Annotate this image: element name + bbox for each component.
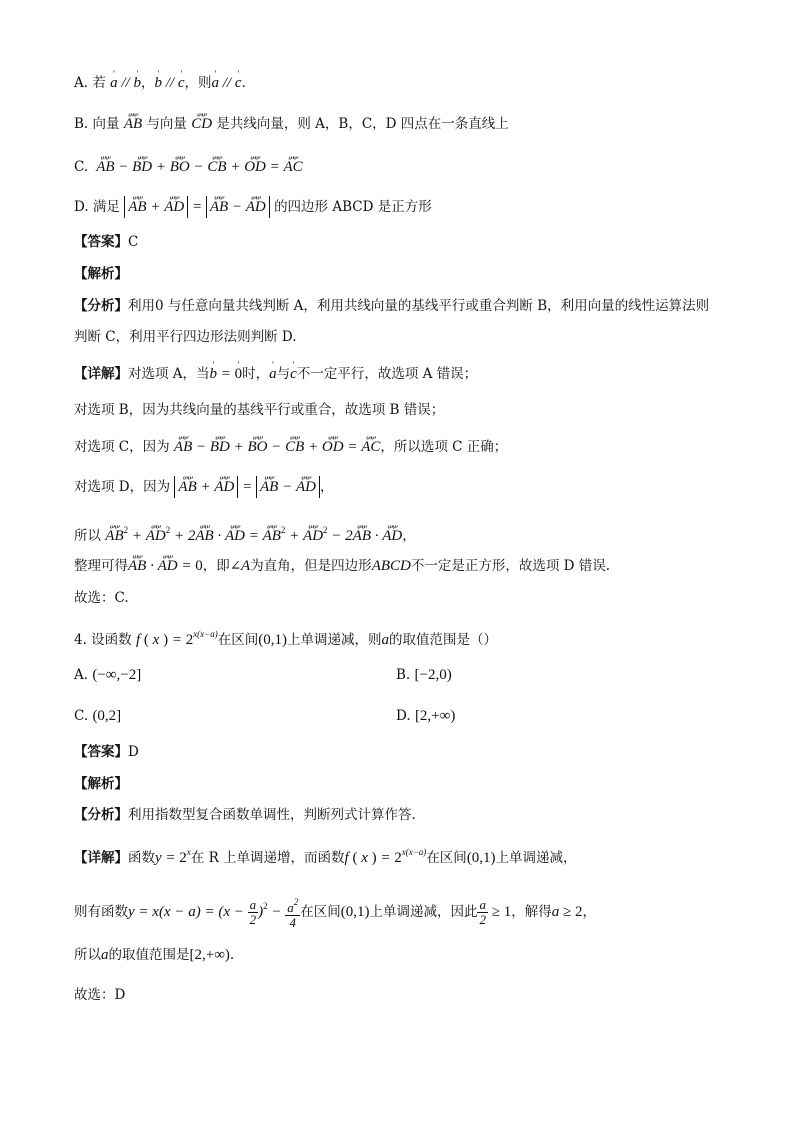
q4-text-2: 在区间: [217, 632, 259, 648]
answer-label: 【答案】: [74, 234, 128, 250]
q4-choice-b-label: B.: [396, 667, 411, 683]
q4-choice-a-value: (−∞,−2]: [92, 667, 142, 683]
fenxi-text-1: 利用0 与任意向量共线判断 A，利用共线向量的基线平行或重合判断 B，利用向量的线性运算法则: [128, 298, 710, 314]
question-4-line: [74, 624, 497, 650]
q4-param-a: a: [381, 632, 389, 648]
q4-text-4: 的取值范围是（）: [389, 632, 497, 648]
zhengli-text-1: 整理可得: [74, 558, 128, 574]
option-b-line: [74, 114, 509, 134]
fenxi-label: 【分析】: [74, 298, 128, 314]
y-equals-2x: $y = 2^x$: [155, 847, 191, 866]
detail-d-condition: ሠሠ AB + ሠሠ AD = ሠሠ AB − ሠሠ AD: [174, 479, 320, 495]
suoyi-2-param: a: [101, 947, 109, 963]
option-b-text-2: 与向量: [146, 116, 187, 132]
comma: ，: [402, 528, 416, 544]
conclusion-1-line: [74, 588, 129, 608]
detail-2-interval-2: (0,1): [340, 903, 370, 920]
fenxi-1-line-2: [74, 327, 297, 347]
answer-1-line: [74, 232, 138, 252]
detail-2-text-8: ，解得: [511, 903, 552, 920]
fenxi-2-text: 利用指数型复合函数单调性，判断列式计算作答.: [128, 807, 416, 823]
q4-choice-b: [396, 665, 452, 685]
option-c-prefix: C.: [74, 159, 89, 175]
detail-c-line: [74, 437, 507, 457]
detail-b-line: [74, 400, 444, 420]
zhengli-text-2: ，即∠: [202, 558, 242, 574]
q4-choice-a-label: A.: [74, 667, 89, 683]
detail-2-text-7: 上单调递减，因此: [369, 903, 478, 920]
fenxi-2-line: [74, 805, 416, 825]
suoyi-text: 所以: [74, 528, 101, 544]
detail-c-text-1: 对选项 C，因为: [74, 439, 170, 455]
zhengli-text-4: 不一定是正方形，故选项 D 错误.: [410, 558, 611, 574]
suoyi-2-line: [74, 945, 234, 965]
quad-abcd: ABCD: [371, 558, 411, 574]
q4-text-1: 4. 设函数: [74, 632, 132, 648]
q4-choice-d: [396, 706, 455, 726]
q4-choice-c-label: C.: [74, 708, 89, 724]
detail-2-text-2: 在 R 上单调递增，而函数: [190, 850, 345, 866]
analysis-2-label: 【解析】: [74, 776, 128, 792]
detail-a-text-2: 时，: [242, 366, 270, 382]
option-d-suffix: 的四边形 ABCD 是正方形: [274, 199, 432, 215]
option-c-expression: ሠሠ AB − ሠሠ BD + ሠሠ BO − ሠሠ CB + ሠሠ OD = ሠሠ AC: [92, 159, 302, 175]
detail-2-text-6: 在区间: [300, 903, 341, 920]
answer-2-value: D: [128, 744, 139, 760]
detail-c-text-2: ，所以选项 C 正确；: [380, 439, 508, 455]
option-a-rest: ，则: [184, 75, 212, 91]
option-a-math-3: ' a // ' c: [212, 75, 242, 91]
detail-2-text-5: 则有函数: [74, 903, 128, 920]
analysis-2-heading: [74, 774, 128, 794]
detail-d-text-2: ，: [319, 479, 334, 495]
detail-2-interval: (0,1): [466, 850, 496, 866]
q4-interval: (0,1): [258, 632, 287, 648]
detail-2-function: f ( x ) = $2^{x(x-a)}$: [344, 847, 427, 866]
quadratic-form: y = x(x − a) = (x − $\frac{a}{2}$ )$^2$ − $\frac{a^2}{4}$: [128, 897, 299, 930]
vector-cd: ሠሠ CD: [191, 114, 212, 134]
detail-a-text-3: 与: [276, 366, 291, 382]
option-a-math: ' a // ' b: [110, 75, 141, 91]
option-c-line: [74, 157, 303, 177]
fenxi-1-line-1: [74, 296, 709, 316]
detail-2-label: 【详解】: [74, 850, 128, 866]
answer-2-label: 【答案】: [74, 744, 128, 760]
zhengli-line: [74, 556, 610, 576]
q4-choice-d-value: [2,+∞): [414, 708, 456, 724]
detail-a-text-1: 对选项 A，当: [128, 366, 210, 382]
period: .: [241, 75, 246, 91]
detail-label: 【详解】: [74, 366, 128, 382]
a-ge-2: a ≥ 2: [551, 903, 583, 920]
vector-c: ' c: [290, 364, 297, 384]
conclusion-2-text: 故选：D: [74, 987, 126, 1003]
comma-sep: ，: [140, 75, 155, 91]
option-a-prefix: A. 若: [74, 75, 106, 91]
q4-choice-c-value: (0,2]: [92, 708, 122, 724]
detail-2-line-1: [74, 842, 577, 868]
b-equals-zero: ' b = ' 0: [210, 366, 243, 382]
dot-product-zero: ሠሠ AB · ሠሠ AD = 0: [128, 558, 203, 574]
q4-function: f ( x ) = $2^{x(x-a)}$: [135, 629, 218, 648]
detail-d-line: [74, 476, 333, 498]
answer-value: C: [128, 234, 139, 250]
detail-2-line-2: [74, 895, 596, 930]
q4-choice-d-label: D.: [396, 708, 411, 724]
fenxi-2-label: 【分析】: [74, 807, 128, 823]
option-a-line: [74, 73, 246, 93]
zhengli-text-3: 为直角，但是四边形: [250, 558, 372, 574]
detail-2-text-1: 函数: [128, 850, 155, 866]
final-range: [2,+∞): [189, 947, 230, 963]
suoyi-2-text-2: 的取值范围是: [108, 947, 190, 963]
detail-b-text: 对选项 B，因为共线向量的基线平行或重合，故选项 B 错误；: [74, 402, 445, 418]
option-d-condition: ሠሠ AB + ሠሠ AD = ሠሠ AB − ሠሠ AD: [124, 199, 270, 215]
conclusion-2-line: [74, 985, 125, 1005]
angle-a: A: [241, 558, 251, 574]
fenxi-text-2: 判断 C，利用平行四边形法则判断 D.: [74, 329, 297, 345]
conclusion-1-text: 故选：C.: [74, 590, 129, 606]
detail-a-line: [74, 364, 477, 384]
q4-choice-c: [74, 706, 121, 726]
vector-ab: ሠሠ AB: [124, 114, 142, 134]
vector-a: ' a: [269, 364, 277, 384]
analysis-1-heading: [74, 264, 128, 284]
detail-d-text-1: 对选项 D，因为: [74, 479, 171, 495]
option-d-line: [74, 196, 432, 218]
squared-expansion: ሠሠ $AB^2$ + ሠሠ $AD^2$ + 2ሠሠ AB · ሠሠ AD = ሠሠ $AB^2$ + ሠሠ $AD^2$ − 2ሠሠ AB · ሠሠ AD: [105, 528, 402, 544]
detail-2-text-3: 在区间: [426, 850, 467, 866]
analysis-label: 【解析】: [74, 266, 128, 282]
option-d-prefix: D. 满足: [74, 199, 120, 215]
q4-choice-b-value: [−2,0): [414, 667, 452, 683]
option-a-math-2: ' b // ' c: [154, 75, 184, 91]
option-b-text-1: B. 向量: [74, 116, 120, 132]
answer-2-line: [74, 742, 139, 762]
suoyi-2-text-3: .: [229, 947, 235, 963]
q4-choice-a: [74, 665, 141, 685]
detail-c-expression: ሠሠ AB − ሠሠ BD + ሠሠ BO − ሠሠ CB + ሠሠ OD = ሠሠ AC: [174, 439, 380, 455]
suoyi-line: [74, 520, 416, 546]
suoyi-2-text-1: 所以: [74, 947, 101, 963]
detail-a-text-4: 不一定平行，故选项 A 错误；: [296, 366, 478, 382]
option-b-text-3: 是共线向量，则 A，B，C，D 四点在一条直线上: [216, 116, 509, 132]
a-half-ge-1: $\frac{a}{2}$ ≥ 1: [479, 897, 512, 927]
detail-2-text-9: ，: [582, 903, 596, 920]
q4-text-3: 上单调递减，则: [287, 632, 382, 648]
detail-2-text-4: 上单调递减，: [495, 850, 577, 866]
